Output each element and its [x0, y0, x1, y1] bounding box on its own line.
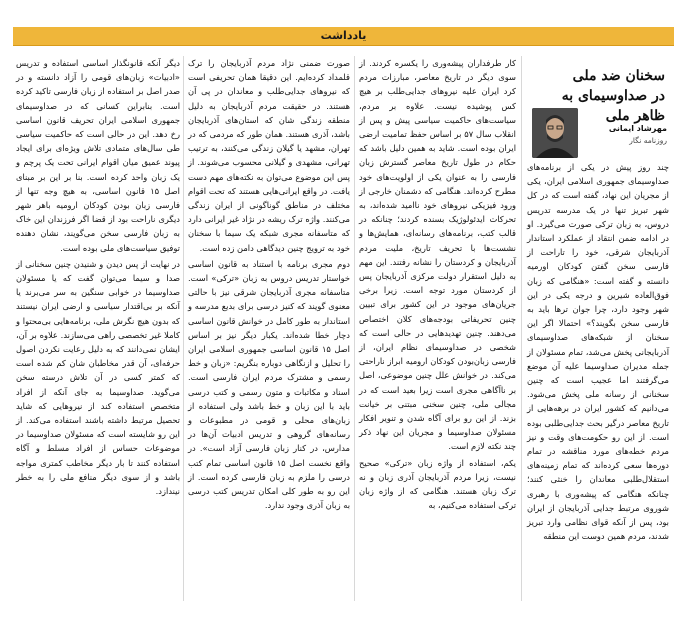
author-byline	[527, 104, 669, 160]
paragraph: در نهایت از پس دیدن و شنیدن چنین سخنانی از صدا و سیما می‌توان گفت که یا مسئولان صداوسیما در خوابی سنگین به سر می‌برند یا آنکه بر بی‌اقتدار سیاسی و ارضی ایران نیستند که بدون هیچ نگرش ملی، برنامه‌هایی بی‌محتوا و کاملا غیر تخصصی راهی می‌سازند. علاوه بر آن، ایشان نمی‌دانند که به دلیل رعایت نکردن اصول حرفه‌ای، آن قدر مخاطبان شان کم شده است که کمتر کسی در آن تلاش درسته سخن می‌گوید. صداوسیما به جای آنکه از افراد متخصص استفاده کند از نیروهایی که شاید تحصیل مرتبط داشته باشند استفاده می‌کند. از این رو شایسته است که مسئولان صداوسیما در موضوعات حساس از افراد مسلط و آگاه استفاده کنند تا بار دیگر مخاطب کمتری مواجه باشد و از سوی دیگر منافع ملی را به خطر نیندازد.	[16, 258, 180, 497]
paragraph: صورت ضمنی نژاد مردم آذربایجان را ترک قلمداد کرده‌ایم. این دقیقا همان تحریفی است که نیروهای جدایی‌طلب و معاندان در پی آن هستند. در حقیقت مردم آذربایجان به دلیل منطقه زندگی شان که استان‌های آذربایجان باشد، آذری هستند. همان طور که مردمی که در تهران، مشهد یا گیلان زندگی می‌کنند، به ترتیب تهرانی، مشهدی و گیلانی محسوب می‌شوند. از پس این موضوع می‌توان به نکته‌های مهم دست یافت. در واقع ایرانی‌هایی هستند که تحت اقوام مختلف در مناطق گوناگونی از ایران زندگی می‌کنند. واژه ترک ریشه در نژاد غیر ایرانی دارد که متاسفانه مجری شبکه یک سیما با سخنان خود به ترویج چنین دیدگاهی دامن زده است.	[188, 58, 350, 253]
section-banner	[13, 27, 674, 46]
paragraph: چند روز پیش در یکی از برنامه‌های صداوسیمای جمهوری اسلامی ایران، یکی از مجریان این نهاد، گفته است که در کل شهر تبریز تنها در یک مدرسه تدریس دروس، به زبان ترکی صورت می‌گیرد. او در ادامه ضمن انتقاد از عملکرد استاندار آذربایجان شرقی، خود را تاراحت از فارسی سخن گفتن کودکان اورمیه دانسته و گفته است: «هنگامی که زبان فوق‌العاده شیرین و درجه یکی در این شهر وجود دارد، چرا جوان ترها باید به فارسی سخن بگویند؟» احتمالا اگر این سخنان از شبکه‌های صداوسیمای آذربایجانی پخش می‌شد، تمام مسئولان از جمله مدیران صداوسیما علیه آن موضع می‌گرفتند اما عجیب است که چنین سخنانی از رسانه ملی پخش می‌شود. می‌دانیم که کشور ایران در برهه‌هایی از تاریخ معاصر درگیر بحث جدایی‌طلبی بوده است. از این رو حکومت‌های وقت و نیز مردم خطه‌های مورد مناقشه در تمام دوره‌ها سعی کرده‌اند که تمام زمینه‌های استقلال‌طلبی معاندان را خنثی کنند؛ چنانکه هنگامی که پیشه‌وری با رهبری شوروی مرتبط جدایی آذربایجان از ایران بود، پس از آنکه قوای نظامی وارد تبریز شدند، مردم همین دوست این منطقه	[527, 162, 669, 542]
column-divider	[354, 56, 355, 601]
column-divider	[183, 56, 184, 601]
article-column-2	[359, 56, 516, 515]
headline-line-1: سخنان ضد ملی	[572, 68, 665, 84]
author-photo	[532, 108, 578, 158]
paragraph: دوم مجری برنامه با استناد به قانون اساسی خواستار تدریس دروس به زبان «ترکی» است. متاسفانه مجری آذربایجان شرقی نیز با حالتی معنوی گویند که کنیز درسی برای بدیع مدرسه و استاندار به طور کامل در خوانش قانون اساسی دچار خطا شده‌اند. یکبار دیگر نیز بر اساس اصل ۱۵ قانون اساسی جمهوری اسلامی ایران را تحلیل و ازنگاهی دوباره بنگریم: «زبان و خط رسمی و مشترک مردم ایران فارسی است. اسناد و مکاتبات و متون رسمی و کتب درسی باید با این زبان و خط باشد ولی استفاده از زبان‌های محلی و قومی در مطبوعات و رسانه‌های گروهی و تدریس ادبیات آن‌ها در مدارس، در کنار زبان فارسی آزاد است». در واقع نخست اصل ۱۵ قانون اساسی تمام کتب درسی را ملزم به زبان فارسی کرده است. از این رو به طور کلی امکان تدریس کتب درسی به زبان آذری وجود ندارد.	[188, 258, 351, 511]
article-column-3	[188, 56, 350, 515]
author-portrait-icon	[532, 108, 578, 158]
paragraph: کار طرفداران پیشه‌وری را یکسره کردند. از سوی دیگر در تاریخ معاصر، مبارزات مردم کرد ایران علیه نیروهای جدایی‌طلب بر هیچ کس پوشیده نیست. علاوه بر مردم، سیاست‌های حاکمیت سیاسی پیش و پس از انقلاب سال ۵۷ بر اساس حفظ تمامیت ارضی ایران بوده است. شاید به همین دلیل باشد که حکام در طول تاریخ معاصر گسترش زبان فارسی را به عنوان یکی از اولویت‌های خود مطرح کرده‌اند. هنگامی که دشمنان خارجی از ورود فیزیکی نیروهای خود ناامید شده‌اند، به تحرکات ایدئولوژیک بسنده کردند؛ چنانکه در قالب کتب، برنامه‌های رسانه‌ای، همایش‌ها و نشست‌ها با تحریف تاریخ، ملیت مردم آذربایجان و کردستان را نشانه رفتند. این مهم به دلیل استقرار دولت مرکزی آذربایجان پس از کردستان مورد توجه است. زیرا برخی جریان‌های موجود در این کشور برای تبیین چنین تحریفاتی بودجه‌های کلان اختصاص می‌دهند. چنین تهدیدهایی در حالی است که شخصی در صداوسیمای نظام ایران، از فارسی زبان‌بودن کودکان ارومیه ابراز ناراحتی می‌کند. در خوانش علل چنین موضوعی، اصل بر ناآگاهی مجری است زیرا بعید است که در مجالی ملی، چنین سخنی مبتنی بر خیانت بزند. از این رو برای آگاه شدن و تنویر افکار مسئولان صداوسیما و مجریان این نهاد ذکر چند نکته لازم است.	[359, 58, 516, 452]
author-name: مهرشاد ایمانی	[608, 124, 667, 133]
paragraph: یکم، استفاده از واژه زبان «ترکی» صحیح نیست، زیرا مردم آذربایجان آذری زبان و نه ترک زبان هستند. هنگامی که از واژه زبان ترکی استفاده می‌کنیم، به	[359, 457, 516, 511]
section-title: یادداشت	[320, 29, 367, 42]
article-column-1	[527, 160, 669, 545]
paragraph: دیگر آنکه قانونگذار اساسی استفاده و تدریس «ادبیات» زبان‌های قومی را آزاد دانسته و در صدر اصل بر استفاده از زبان فارسی تاکید کرده است. بنابراین کسانی که در صداوسیمای جمهوری اسلامی ایران تحریف قانون اساسی رخ دهد. این در حالی است که حاکمیت سیاسی طی سال‌های متمادی تلاش ویژه‌ای برای ایجاد پیوند عمیق میان اقوام ایرانی تحت یک پرچم و یک زبان واحد کرده است. بنا بر این بر مبنای اصل ۱۵ قانون اساسی، به هیچ وجه تنها از فارسی زبان بودن کودکان ارومیه باهر شهر دیگری ناراحت بود از قضا اگر فرزندان این خاک به زبان فارسی سخن می‌گویند، نشان دهنده توفیق سیاست‌های ملی بوده است.	[16, 58, 180, 253]
column-divider	[521, 56, 522, 601]
article-column-4	[16, 56, 180, 500]
author-role: روزنامه نگار	[629, 136, 667, 145]
headline-line-2: در صداوسیمای به ظاهر ملی	[561, 88, 665, 124]
